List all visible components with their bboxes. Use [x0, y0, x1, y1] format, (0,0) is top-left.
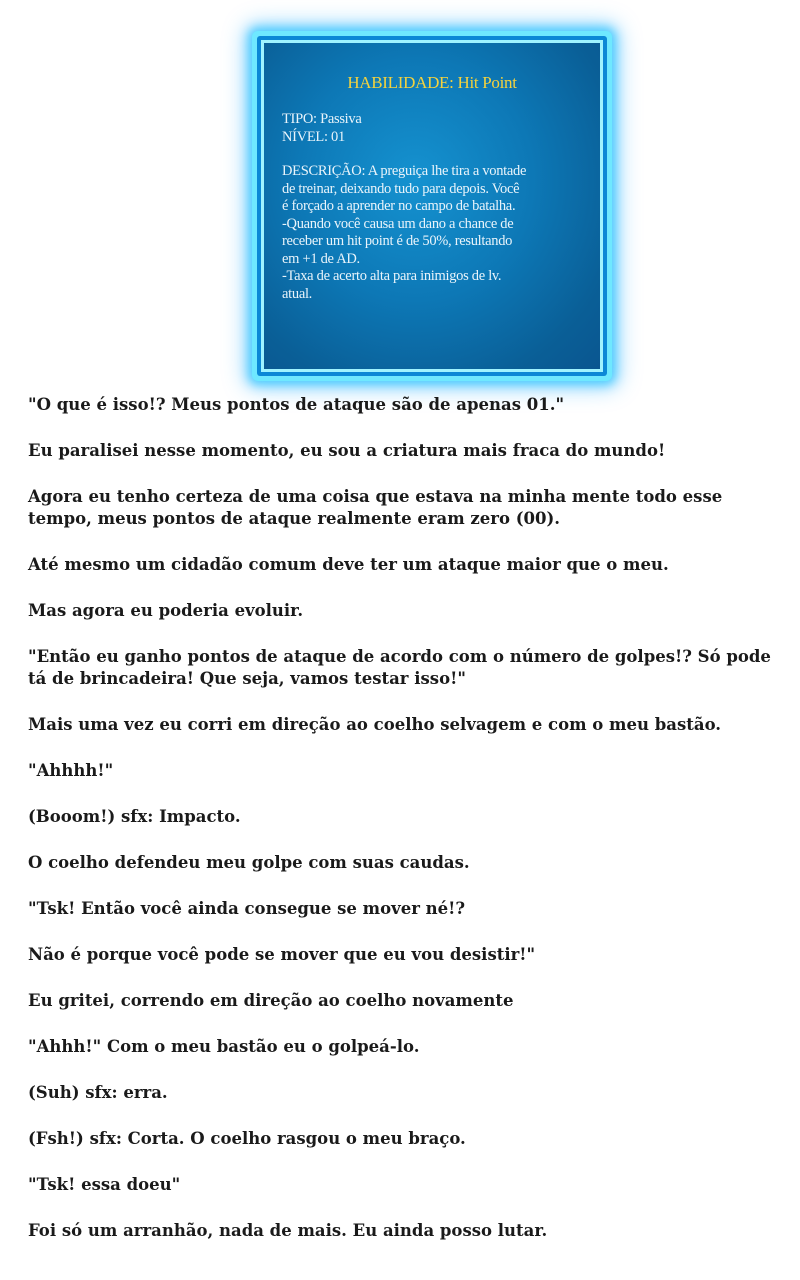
skill-description-line: atual. — [282, 285, 313, 302]
skill-details — [282, 111, 582, 303]
skill-description-line: -Taxa de acerto alta para inimigos de lv. — [282, 268, 502, 284]
skill-status-window — [252, 31, 612, 381]
story-paragraph: "Então eu ganho pontos de ataque de acordo com o número de golpes!? Só pode tá de brincadeira! Que seja, vamos testar isso!" — [28, 647, 771, 688]
story-text — [28, 394, 788, 1266]
story-paragraph: Até mesmo um cidadão comum deve ter um ataque maior que o meu. — [28, 555, 669, 574]
skill-description-line: em +1 de AD. — [282, 250, 360, 267]
story-paragraph: Eu paralisei nesse momento, eu sou a criatura mais fraca do mundo! — [28, 441, 666, 460]
story-paragraph: Mas agora eu poderia evoluir. — [28, 601, 304, 620]
skill-type: TIPO: Passiva — [282, 111, 362, 127]
skill-window-frame — [257, 36, 607, 376]
skill-title: HABILIDADE: Hit Point — [347, 73, 517, 92]
story-paragraph: "Tsk! essa doeu" — [28, 1175, 181, 1194]
skill-description-line: DESCRIÇÃO: A preguiça lhe tira a vontade — [282, 163, 527, 179]
story-paragraph: Foi só um arranhão, nada de mais. Eu ainda posso lutar. — [28, 1221, 548, 1240]
story-paragraph: "Tsk! Então você ainda consegue se mover né!? — [28, 899, 466, 918]
story-paragraph: "Ahhh!" Com o meu bastão eu o golpeá-lo. — [28, 1037, 420, 1056]
story-paragraph: Mais uma vez eu corri em direção ao coelho selvagem e com o meu bastão. — [28, 715, 722, 734]
story-paragraph: "O que é isso!? Meus pontos de ataque são de apenas 01." — [28, 395, 565, 414]
story-paragraph: Eu gritei, correndo em direção ao coelho novamente — [28, 991, 514, 1010]
skill-window-panel — [264, 43, 600, 369]
skill-description-line: é forçado a aprender no campo de batalha. — [282, 198, 516, 214]
story-paragraph: Agora eu tenho certeza de uma coisa que estava na minha mente todo esse tempo, meus pontos de ataque realmente eram zero (00). — [28, 487, 723, 528]
story-paragraph: "Ahhhh!" — [28, 761, 114, 780]
spacer — [282, 146, 582, 163]
skill-description-line: de treinar, deixando tudo para depois. Você — [282, 180, 520, 197]
skill-window-inner-frame — [261, 40, 603, 372]
skill-description-line: receber um hit point é de 50%, resultando — [282, 233, 513, 249]
story-paragraph: (Booom!) sfx: Impacto. — [28, 807, 241, 826]
skill-level: NÍVEL: 01 — [282, 128, 345, 145]
story-paragraph: (Fsh!) sfx: Corta. O coelho rasgou o meu braço. — [28, 1129, 466, 1148]
story-paragraph: O coelho defendeu meu golpe com suas caudas. — [28, 853, 470, 872]
story-paragraph: (Suh) sfx: erra. — [28, 1083, 168, 1102]
story-paragraph: Não é porque você pode se mover que eu vou desistir!" — [28, 945, 536, 964]
skill-description-line: -Quando você causa um dano a chance de — [282, 215, 514, 232]
